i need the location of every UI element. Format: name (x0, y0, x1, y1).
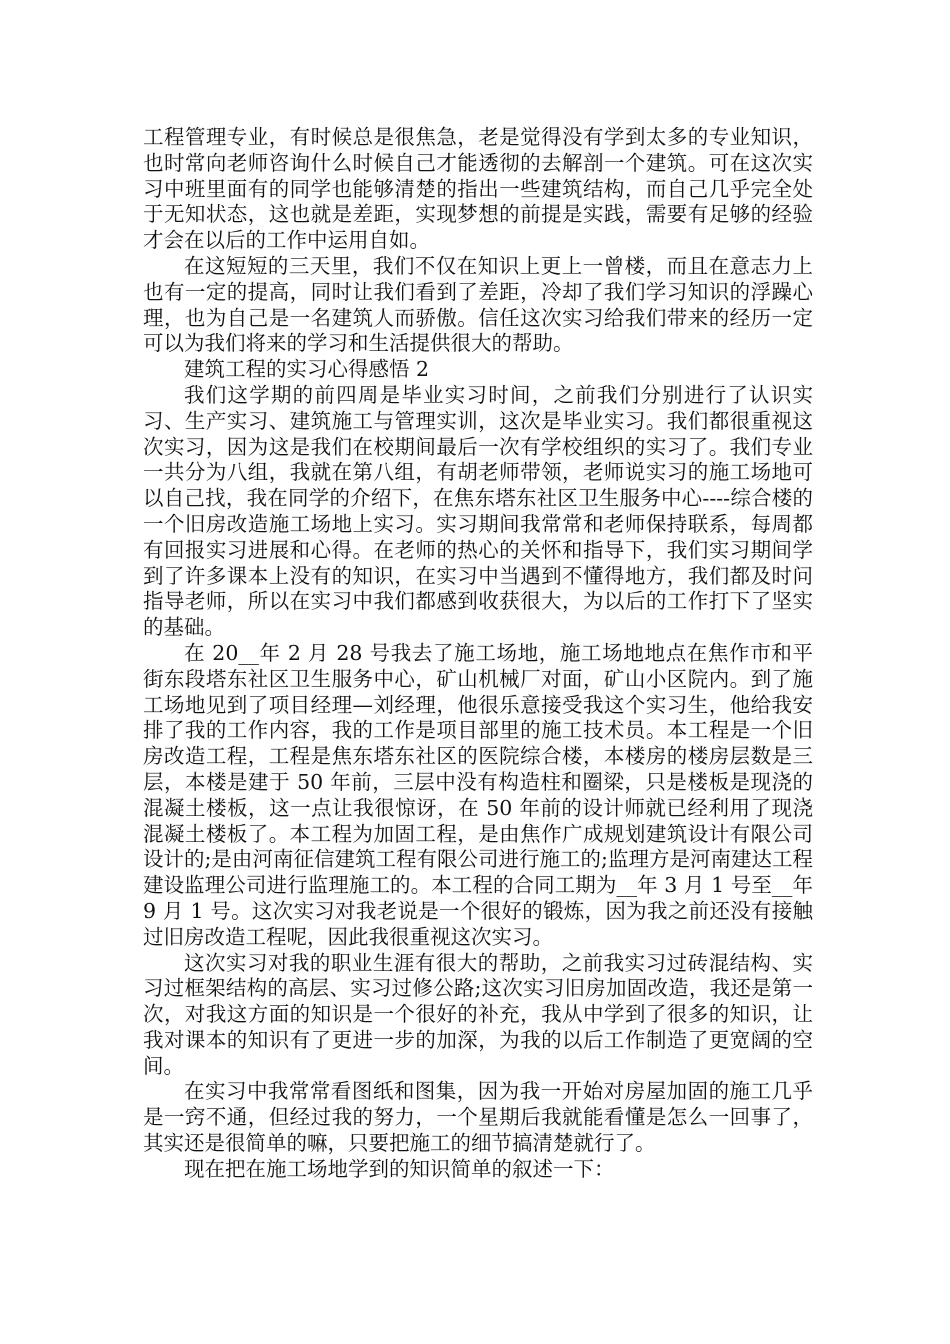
document-body (143, 125, 813, 1183)
paragraph-graduation-internship: 我们这学期的前四周是毕业实习时间，之前我们分别进行了认识实习、生产实习、建筑施工与管理实训，这次是毕业实习。我们都很重视这次实习，因为这是我们在校期间最后一次有学校组织的实习了。我们专业一共分为八组，我就在第八组，有胡老师带领，老师说实习的施工场地可以自己找，我在同学的介绍下，在焦东塔东社区卫生服务中心----综合楼的一个旧房改造施工场地上实习。实习期间我常常和老师保持联系，每周都有回报实习进展和心得。在老师的热心的关怀和指导下，我们实习期间学到了许多课本上没有的知识，在实习中当遇到不懂得地方，我们都及时问指导老师，所以在实习中我们都感到收获很大，为以后的工作打下了坚实的基础。 (143, 382, 813, 640)
paragraph-summary-intro: 现在把在施工场地学到的知识简单的叙述一下： (184, 1156, 615, 1181)
paragraph-three-days: 在这短短的三天里，我们不仅在知识上更上一曾楼，而且在意志力上也有一定的提高，同时让我们看到了差距，冷却了我们学习知识的浮躁心理，也为自己是一名建筑人而骄傲。信任这次实习给我们带来的经历一定可以为我们将来的学习和生活提供很大的帮助。 (143, 253, 813, 356)
paragraph-construction-site: 在 20__年 2 月 28 号我去了施工场地，施工场地地点在焦作市和平街东段塔东社区卫生服务中心，矿山机械厂对面，矿山小区院内。到了施工场地见到了项目经理—刘经理，他很乐意接受我这个实习生，他给我安排了我的工作内容，我的工作是项目部里的施工技术员。本工程是一个旧房改造工程，工程是焦东塔东社区的医院综合楼，本楼房的楼房层数是三层，本楼是建于 50 年前，三层中没有构造柱和圈梁，只是楼板是现浇的混凝土楼板，这一点让我很惊讶，在 50 年前的设计师就已经利用了现浇混凝土楼板了。本工程为加固工程，是由焦作广成规划建筑设计有限公司设计的;是由河南征信建筑工程有限公司进行施工的;监理方是河南建达工程建设监理公司进行监理施工的。本工程的合同工期为__年 3 月 1 号至__年 9 月 1 号。这次实习对我老说是一个很好的锻炼，因为我之前还没有接触过旧房改造工程呢，因此我很重视这次实习。 (143, 640, 813, 949)
paragraph-intro-continuation: 工程管理专业，有时候总是很焦急，老是觉得没有学到太多的专业知识，也时常向老师咨询什么时候自己才能透彻的去解剖一个建筑。可在这次实习中班里面有的同学也能够清楚的指出一些建筑结构，而自己几乎完全处于无知状态，这也就是差距，实现梦想的前提是实践，需要有足够的经验才会在以后的工作中运用自如。 (143, 125, 813, 253)
paragraph-drawings: 在实习中我常常看图纸和图集，因为我一开始对房屋加固的施工几乎是一窍不通，但经过我的努力，一个星期后我就能看懂是怎么一回事了，其实还是很简单的嘛，只要把施工的细节搞清楚就行了。 (143, 1079, 813, 1156)
paragraph-career-help: 这次实习对我的职业生涯有很大的帮助，之前我实习过砖混结构、实习过框架结构的高层、实习过修公路;这次实习旧房加固改造，我还是第一次，对我这方面的知识是一个很好的补充，我从中学到了很多的知识，让我对课本的知识有了更进一步的加深，为我的以后工作制造了更宽阔的空间。 (143, 950, 813, 1078)
section-heading: 建筑工程的实习心得感悟 2 (184, 357, 430, 382)
